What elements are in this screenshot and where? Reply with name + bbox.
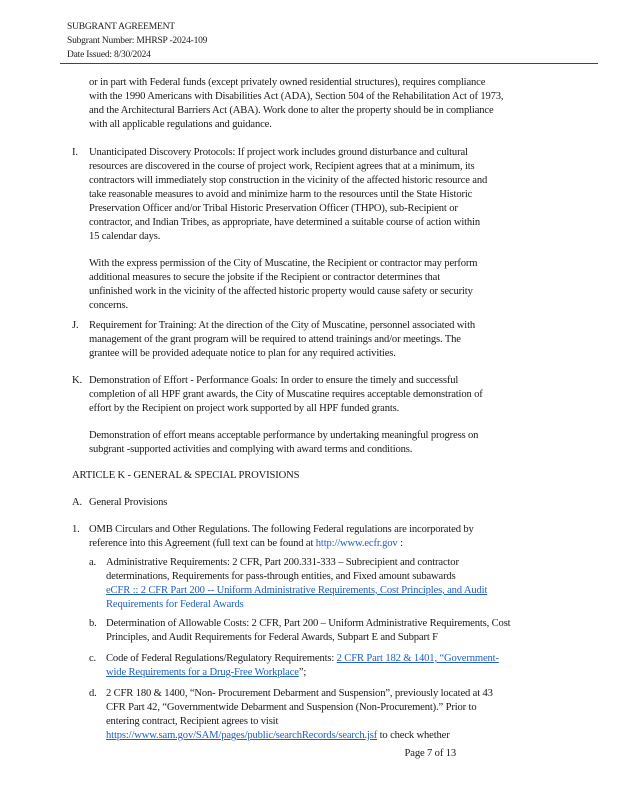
drug-free-workplace-link[interactable]: 2 CFR Part 182 & 1401, “Government- (336, 653, 499, 664)
text-line: effort by the Recipient on project work supported by all HPF funded grants. (89, 403, 400, 414)
text-line: contractor, and Indian Tribes, as appropriate, have determined a suitable course of action within (89, 217, 480, 228)
ecfr-part-200-link[interactable]: Requirements for Federal Awards (106, 599, 244, 610)
text-segment: ”; (298, 667, 307, 678)
text-line: Administrative Requirements: 2 CFR, Part 200.331-333 – Subrecipient and contractor (106, 557, 459, 568)
item-label: a. (89, 557, 97, 568)
agreement-title: SUBGRANT AGREEMENT (67, 22, 175, 32)
text-line (106, 729, 450, 742)
text-line: unfinished work in the vicinity of the affected historic property would cause safety or security (89, 286, 473, 297)
text-line: Determination of Allowable Costs: 2 CFR, Part 200 – Uniform Administrative Requirements, Cost (106, 618, 511, 629)
text-line: with all applicable regulations and guidance. (89, 119, 272, 130)
text-line: entering contract, Recipient agrees to visit (106, 716, 279, 727)
page-number: Page 7 of 13 (404, 748, 456, 759)
ecfr-link[interactable]: http://www.ecfr.gov (315, 538, 398, 549)
text-line: Unanticipated Discovery Protocols: If project work includes ground disturbance and cultural (89, 147, 468, 158)
text-line: determinations, Requirements for pass-through entities, and Fixed amount subawards (106, 571, 456, 582)
text-line: concerns. (89, 300, 128, 311)
text-segment: reference into this Agreement (full text can be found at (89, 538, 316, 549)
text-line: additional measures to secure the jobsite if the Recipient or contractor determines that (89, 272, 440, 283)
item-label: J. (72, 320, 79, 331)
text-line: with the 1990 Americans with Disabilities Act (ADA), Section 504 of the Rehabilitation Act of 1973, (89, 91, 504, 102)
text-line (106, 652, 499, 665)
item-label: K. (72, 375, 82, 386)
text-line: or in part with Federal funds (except privately owned residential structures), requires compliance (89, 77, 486, 88)
item-label: I. (72, 147, 78, 158)
text-segment: to check whether (377, 730, 450, 741)
text-line: contractors will immediately stop construction in the vicinity of the affected historic resource and (89, 175, 488, 186)
text-line: subgrant -supported activities and complying with award terms and conditions. (89, 444, 413, 455)
item-label: b. (89, 618, 97, 629)
text-line: grantee will be provided adequate notice to plan for any required activities. (89, 348, 396, 359)
article-heading: ARTICLE K - GENERAL & SPECIAL PROVISIONS (72, 470, 300, 481)
ecfr-part-200-link[interactable]: eCFR :: 2 CFR Part 200 -- Uniform Administrative Requirements, Cost Principles, and Audit (106, 585, 488, 596)
item-label: d. (89, 688, 97, 699)
section-label: A. (72, 497, 82, 508)
text-segment: : (397, 538, 403, 549)
text-line: and the Architectural Barriers Act (ABA). Work done to alter the property should be in compliance (89, 105, 494, 116)
text-line: resources are discovered in the course of project work, Recipient agrees that at a minimum, its (89, 161, 475, 172)
text-line: With the express permission of the City of Muscatine, the Recipient or contractor may perform (89, 258, 478, 269)
text-line: Demonstration of Effort - Performance Goals: In order to ensure the timely and successful (89, 375, 459, 386)
text-line: Requirement for Training: At the direction of the City of Muscatine, personnel associated with (89, 320, 476, 331)
text-line (89, 537, 403, 550)
text-line: CFR Part 42, “Governmentwide Debarment and Suspension (Non-Procurement).” Prior to (106, 702, 477, 713)
sam-gov-link[interactable]: https://www.sam.gov/SAM/pages/public/searchRecords/search.jsf (106, 730, 378, 741)
text-line: Demonstration of effort means acceptable performance by undertaking meaningful progress on (89, 430, 479, 441)
text-line: completion of all HPF grant awards, the City of Muscatine requires acceptable demonstration of (89, 389, 483, 400)
text-line: 2 CFR 180 & 1400, “Non- Procurement Debarment and Suspension”, previously located at 43 (106, 688, 493, 699)
drug-free-workplace-link[interactable]: wide Requirements for a Drug-Free Workplace (106, 667, 299, 678)
section-title: General Provisions (89, 497, 168, 508)
text-line: take reasonable measures to avoid and minimize harm to the resources until the State Historic (89, 189, 473, 200)
header-divider (60, 63, 598, 64)
text-line: management of the grant program will be required to attend trainings and/or meetings. The (89, 334, 461, 345)
date-issued: Date Issued: 8/30/2024 (67, 50, 151, 60)
text-line: Principles, and Audit Requirements for Federal Awards, Subpart E and Subpart F (106, 632, 438, 643)
text-line: Preservation Officer and/or Tribal Historic Preservation Officer (THPO), sub-Recipient or (89, 203, 458, 214)
text-segment: Code of Federal Regulations/Regulatory Requirements: (106, 653, 337, 664)
text-line (106, 666, 306, 679)
text-line: 15 calendar days. (89, 231, 161, 242)
item-label: c. (89, 653, 97, 664)
subgrant-number: Subgrant Number: MHRSP -2024-109 (67, 36, 208, 46)
item-label: 1. (72, 524, 80, 535)
text-line: OMB Circulars and Other Regulations. The following Federal regulations are incorporated by (89, 524, 474, 535)
